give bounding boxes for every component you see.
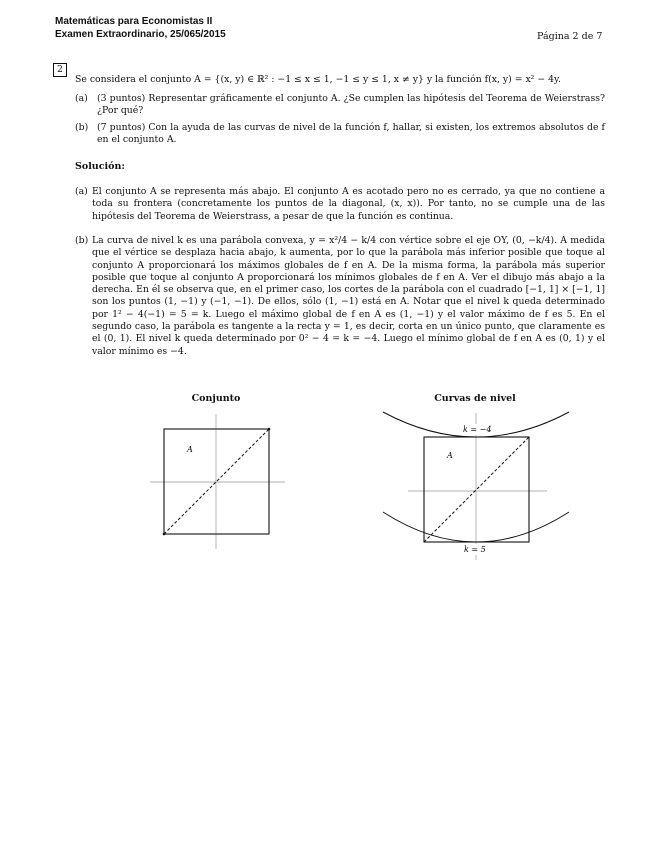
- part-b-text: (7 puntos) Con la ayuda de las curvas de nivel de la función f, hallar, si existen, los extremos absolutos de f en el conjunto A.: [97, 122, 605, 146]
- solution-a-text: El conjunto A se representa más abajo. El conjunto A es acotado pero no es cerrado, ya que no contiene a toda su frontera (concretamente los puntos de la diagonal, (x, x)). Por tanto, no se cumple una de las hipótesis del Teorema de Weierstrass, a pesar de que la función es continua.: [92, 186, 605, 222]
- level-label-bottom: k = 5: [464, 545, 486, 554]
- solution-heading: Solución:: [75, 161, 125, 172]
- problem-number: 2: [53, 63, 67, 77]
- exam-title: Examen Extraordinario, 25/065/2015: [55, 29, 226, 40]
- diagonal-dashed-right: [424, 437, 529, 542]
- level-label-top: k = −4: [463, 425, 492, 434]
- solution-b-label: (b): [75, 235, 89, 246]
- set-label-right: A: [447, 451, 453, 460]
- set-label-left: A: [187, 445, 193, 454]
- course-title: Matemáticas para Economistas II: [55, 16, 213, 27]
- problem-statement: Se considera el conjunto A = {(x, y) ∈ ℝ² : −1 ≤ x ≤ 1, −1 ≤ y ≤ 1, x ≠ y} y la función f(x, y) = x² − 4y.: [75, 74, 561, 85]
- figure-left-title: Conjunto: [191, 393, 241, 404]
- solution-b-text: La curva de nivel k es una parábola convexa, y = x²/4 − k/4 con vértice sobre el eje OY, (0, −k/4). A medida que el vértice se desplaza hacia abajo, k aumenta, por lo que la parábola más inferior posible que toque al conjunto A proporcionará los máximos globales de f en A. De la misma forma, la parábola más superior posible que toque al conjunto A proporcionará los mínimos globales de f en A. Ver el dibujo más abajo a la derecha. En él se observa que, en el primer caso, los cortes de la parábola con el cuadrado [−1, 1] × [−1, 1] son los puntos (1, −1) y (−1, −1). De ellos, sólo (1, −1) está en A. Notar que el nivel k queda determinado por 1² − 4(−1) = 5 = k. Luego el máximo global de f en A es (1, −1) y el valor máximo de f es 5. En el segundo caso, la parábola es tangente a la recta y = 1, es decir, corta en un único punto, que claramente es el (0, 1). El nivel k queda determinado por 0² − 4 = k = −4. Luego el mínimo global de f en A es (0, 1) y el valor mínimo es −4.: [92, 235, 605, 357]
- part-a-text: (3 puntos) Representar gráficamente el conjunto A. ¿Se cumplen las hipótesis del Teorema de Weierstrass? ¿Por qué?: [97, 93, 605, 117]
- part-a-label: (a): [75, 93, 88, 104]
- solution-a-label: (a): [75, 186, 88, 197]
- figure-right-title: Curvas de nivel: [434, 393, 516, 404]
- part-b-label: (b): [75, 122, 89, 133]
- page-number: Página 2 de 7: [537, 31, 603, 42]
